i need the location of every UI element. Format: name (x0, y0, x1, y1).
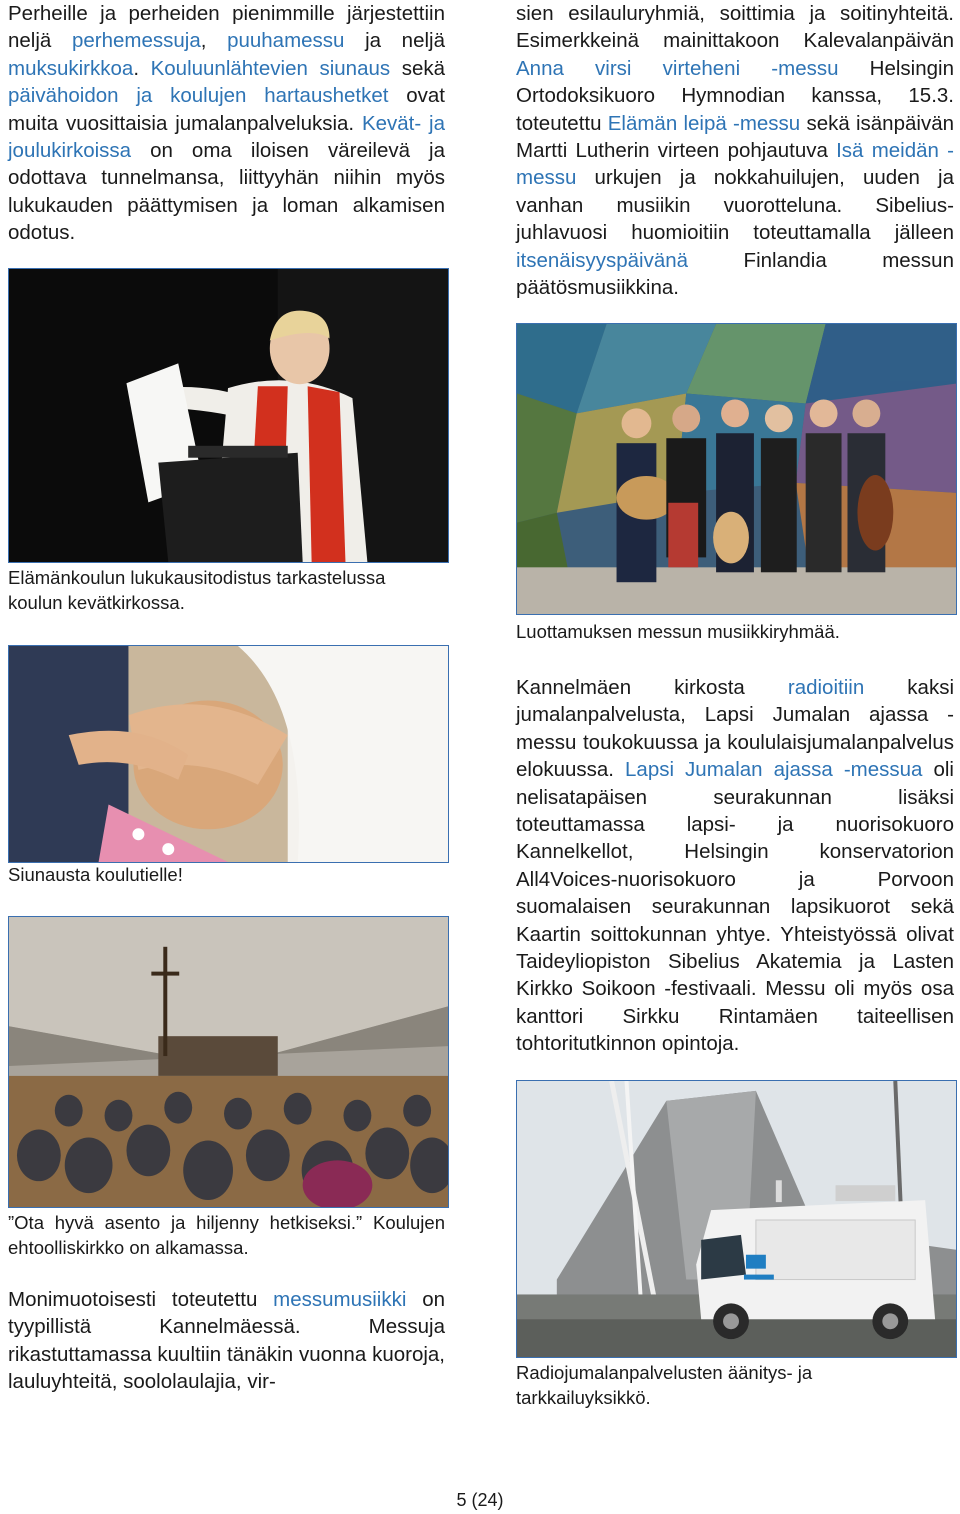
text: Helsingin Ortodoksikuoro Hymnodian kanssa, 15.3. toteutettu (516, 56, 954, 135)
text: Monimuotoisesti toteutettu (8, 1288, 274, 1311)
link-perhemessuja[interactable]: perhemessuja (71, 29, 201, 53)
text: sekä isänpäivän Martti Lutherin virteen pohjautuva (516, 111, 954, 163)
photo-recording-van (516, 1080, 957, 1358)
text: , (200, 29, 228, 53)
text: kaksi jumalanpalvelusta, Lapsi Jumalan ajassa -messu toukokuussa ja koululaisjumalanpalvelus elokuussa. (516, 676, 955, 782)
link-lapsi-jumalan-ajassa-messua[interactable]: Lapsi Jumalan ajassa -messua (625, 758, 923, 782)
text: on oma iloisen väreilevä ja odottava tunnelmansa, liittyyhän niihin myös lukukauden päättymisen ja loman alkamisen odotus. (8, 139, 445, 245)
link-muksukirkkoa[interactable]: muksukirkkoa (8, 56, 134, 80)
text: urkujen ja nokkahuilujen, uuden ja vanhan musiikin vuorotteluna. Sibelius-juhlavuosi huomioitiin toteuttamalla jälleen (516, 166, 954, 245)
text: Finlandia messun päätösmusiikkina. (516, 248, 954, 300)
link-anna-virsi-virteheni-messu[interactable]: Anna virsi virteheni -messu (516, 56, 839, 80)
link-itsenaisyyspaivana[interactable]: itsenäisyyspäivänä (516, 248, 689, 272)
right-paragraph-2 (516, 674, 954, 1058)
right-paragraph-1 (516, 0, 954, 301)
text: Kannelmäen kirkosta (516, 676, 788, 699)
photo-blessing (8, 645, 449, 863)
text: ja neljä (344, 29, 445, 53)
link-kevat-ja-joulukirkoissa[interactable]: Kevät- ja joulukirkoissa (8, 111, 445, 163)
text: sien esilauluryhmiä, soittimia ja soitinyhteitä. Esimerkkeinä mainittakoon Kalevalanpäivän (516, 2, 954, 53)
page-number: 5 (24) (456, 1490, 504, 1510)
text: on tyypillistä Kannelmäessä. Messuja rikastuttamassa kuultiin tänäkin vuonna kuoroja, lauluyhteitä, soololaulajia, vir- (8, 1288, 445, 1394)
link-isa-meidan-messu[interactable]: Isä meidän -messu (516, 139, 954, 190)
photo-church-interior (8, 916, 449, 1208)
link-kouluunlahtevien-siunaus[interactable]: Kouluunlähtevien siunaus (150, 56, 391, 80)
photo-music-group (516, 323, 957, 615)
caption-blessing: Siunausta koulutielle! (8, 864, 183, 885)
caption-recording-van: Radiojumalanpalvelusten äänitys- ja tarkkailuyksikkö. (516, 1362, 813, 1408)
text: Perheille ja perheiden pienimmille järjestettiin neljä (8, 2, 445, 53)
caption-music-group: Luottamuksen messun musiikkiryhmää. (516, 621, 840, 642)
link-puuhamessu[interactable]: puuhamessu (227, 29, 345, 53)
text: sekä (390, 56, 445, 80)
link-radioitiin[interactable]: radioitiin (787, 676, 865, 699)
left-paragraph-1 (8, 0, 445, 247)
text: . (133, 56, 151, 80)
link-elaman-leipa-messu[interactable]: Elämän leipä -messu (607, 111, 801, 135)
link-messumusiikki[interactable]: messumusiikki (273, 1288, 407, 1311)
text: oli nelisatapäisen seurakunnan lisäksi toteuttamassa lapsi- ja nuorisokuoro Kannelkellot, Helsingin konservatorion All4Voices-nuorisokuoro ja Porvoon suomalaisen seurakunnan lapsikuorot sekä Kaartin soittokunnan yhtye. Yhteistyössä olivat Taideyliopiston Sibelius Akatemia ja Lasten Kirkko Soikoon -festivaali. Messu oli myös osa kanttori Sirkku Rintamäen taiteellisen tohtoritutkinnon opintoja. (516, 758, 954, 1056)
caption-report-card: Elämänkoulun lukukausitodistus tarkastelussa koulun kevätkirkossa. (8, 567, 386, 613)
text: ovat muita vuosittaisia jumalanpalveluksia. (8, 84, 445, 135)
left-paragraph-2 (8, 1286, 445, 1396)
caption-communion-service: ”Ota hyvä asento ja hiljenny hetkiseksi.” Koulujen ehtoolliskirkko on alkamassa. (8, 1212, 445, 1258)
link-hartaushetket[interactable]: päivähoidon ja koulujen hartaushetket (8, 84, 389, 108)
photo-report-card-reading (8, 268, 449, 563)
